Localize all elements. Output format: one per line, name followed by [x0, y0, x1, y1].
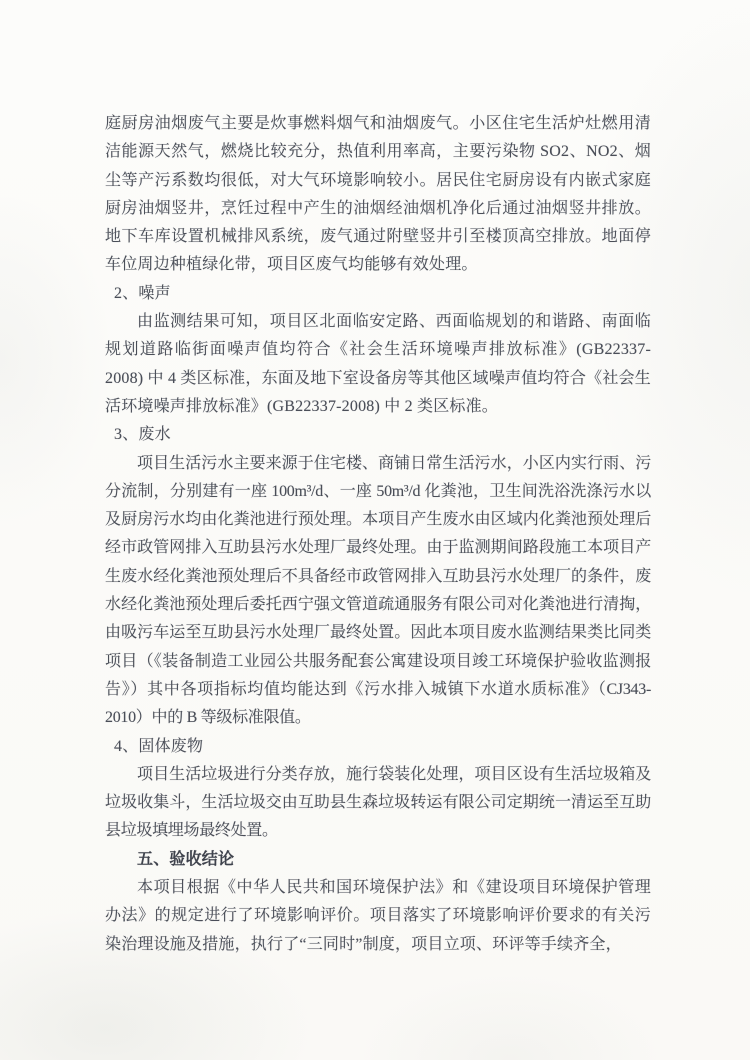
document-text-block — [105, 110, 651, 959]
paragraph-noise-monitoring: 由监测结果可知，项目区北面临安定路、西面临规划的和谐路、南面临规划道路临街面噪声值均符合《社会生活环境噪声排放标准》(GB22337-2008) 中 4 类区标准，东面及地下室设备房等其他区域噪声值均符合《社会生活环境噪声排放标准》(GB22337-2008) 中 2 类区标准。 — [105, 313, 651, 415]
heading-wastewater-section: 3、废水 — [114, 426, 171, 444]
paragraph-kitchen-fume-gas: 庭厨房油烟废气主要是炊事燃料烟气和油烟废气。小区住宅生活炉灶燃用清洁能源天然气，燃烧比较充分，热值利用率高，主要污染物 SO2、NO2、烟尘等产污系数均很低，对大气环境影响较小。居民住宅厨房设有内嵌式家庭厨房油烟竖井，烹饪过程中产生的油烟经油烟机净化后通过油烟竖井排放。地下车库设置机械排风系统，废气通过附壁竖井引至楼顶高空排放。地面停车位周边种植绿化带，项目区废气均能够有效处理。 — [105, 115, 651, 274]
paragraph-conclusion-eia: 本项目根据《中华人民共和国环境保护法》和《建设项目环境保护管理办法》的规定进行了环境影响评价。项目落实了环境影响评价要求的有关污染治理设施及措施，执行了“三同时”制度，项目立项、环评等手续齐全， — [105, 879, 651, 953]
heading-solid-waste-section: 4、固体废物 — [114, 737, 204, 755]
paragraph-solid-waste-disposal: 项目生活垃圾进行分类存放，施行袋装化处理，项目区设有生活垃圾箱及垃圾收集斗，生活垃圾交由互助县生森垃圾转运有限公司定期统一清运至互助县垃圾填埋场最终处置。 — [105, 765, 651, 840]
paragraph-wastewater-treatment: 项目生活污水主要来源于住宅楼、商铺日常生活污水，小区内实行雨、污分流制，分别建有一座 100m³/d、一座 50m³/d 化粪池，卫生间洗浴洗涤污水以及厨房污水均由化粪池进行预处理。本项目产生废水由区域内化粪池预处理后经市政管网排入互助县污水处理厂最终处理。由于监测期间路段施工本项目产生废水经化粪池预处理后不具备经市政管网排入互助县污水处理厂的条件，废水经化粪池预处理后委托西宁强文管道疏通服务有限公司对化粪池进行清掏，由吸污车运至互助县污水处理厂最终处置。因此本项目废水监测结果类比同类项目（《装备制造工业园公共服务配套公寓建设项目竣工环境保护验收监测报告》）其中各项指标均值均能达到《污水排入城镇下水道水质标准》（CJ343-2010）中的 B 等级标准限值。 — [105, 454, 651, 727]
heading-noise-section: 2、噪声 — [114, 284, 171, 302]
heading-acceptance-conclusion: 五、验收结论 — [137, 850, 235, 868]
